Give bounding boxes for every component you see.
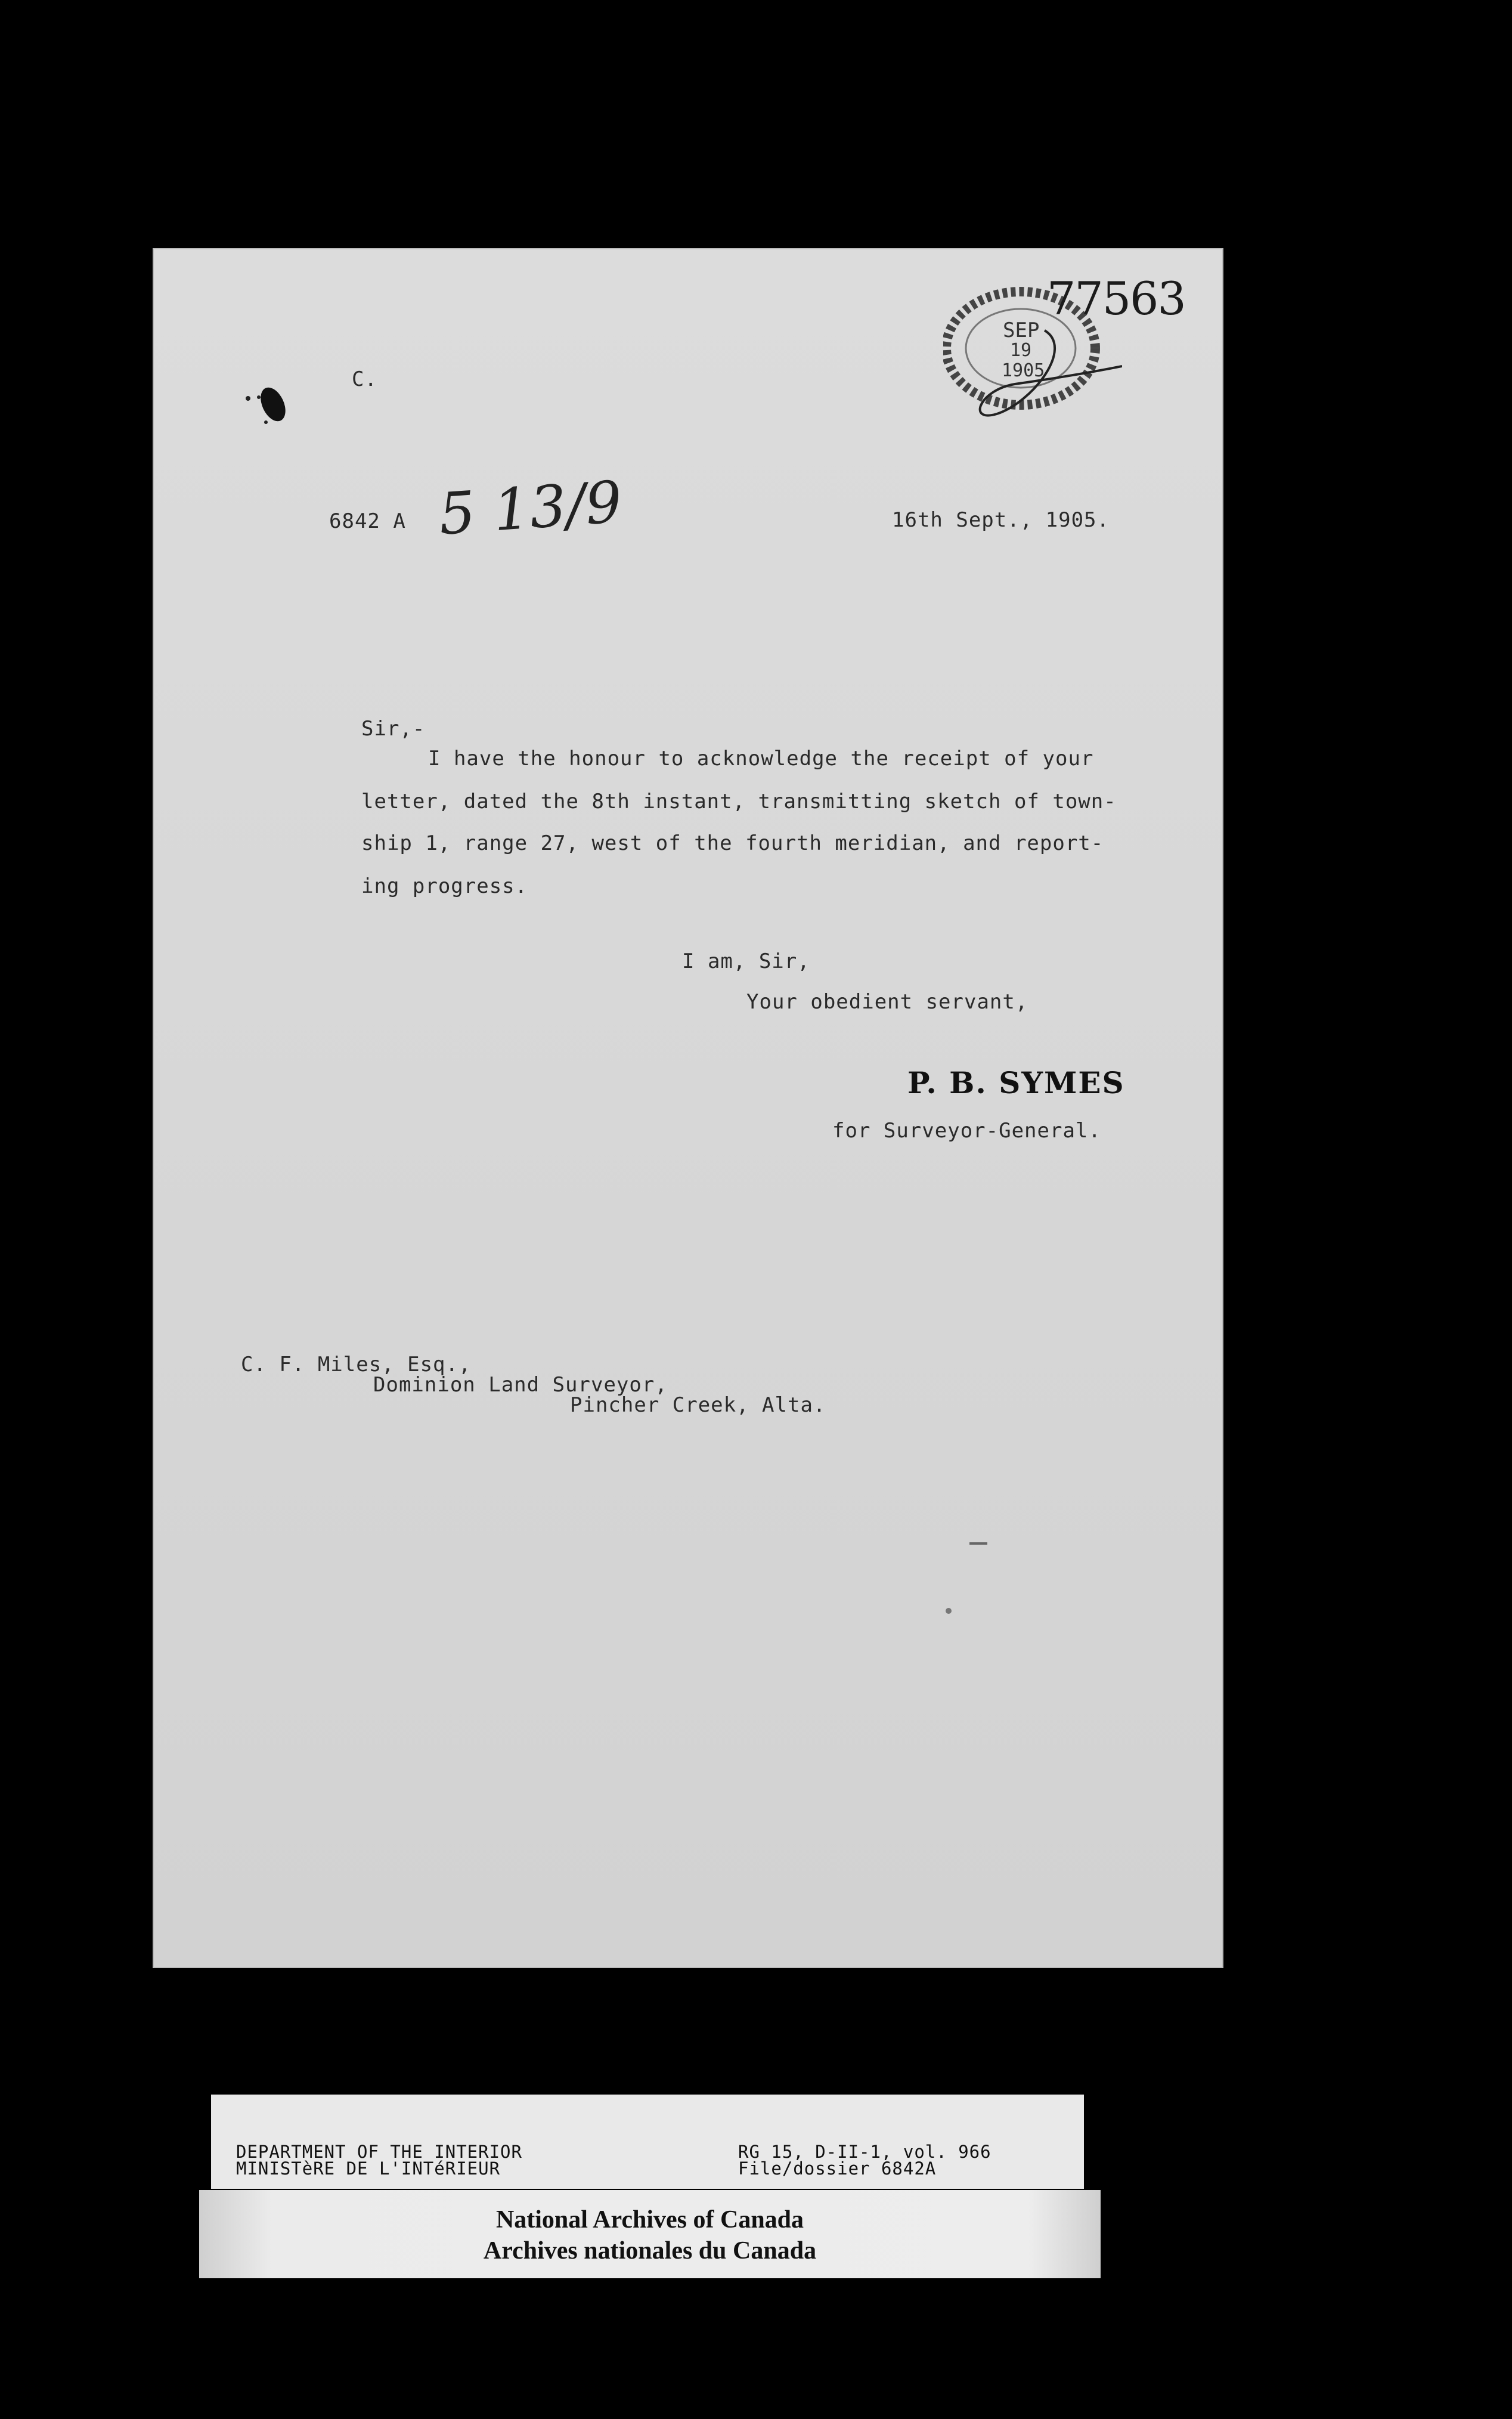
- department-english: DEPARTMENT OF THE INTERIOR: [236, 2142, 522, 2162]
- stamp-month: SEP: [1003, 318, 1040, 342]
- file-number: File/dossier 6842A: [738, 2158, 937, 2179]
- department-french: MINISTèRE DE L'INTéRIEUR: [236, 2158, 501, 2179]
- body-line: ing progress.: [361, 874, 528, 898]
- body-line: I have the honour to acknowledge the receipt of your: [428, 747, 1094, 771]
- speck: [946, 1608, 952, 1614]
- archive-name-label: [199, 2190, 1101, 2278]
- closing-line: I am, Sir,: [682, 949, 810, 973]
- stamp-number: 77563: [1047, 272, 1185, 325]
- corner-letter: C.: [352, 367, 377, 391]
- letter-date: 16th Sept., 1905.: [892, 508, 1110, 532]
- closing-line: Your obedient servant,: [746, 990, 1028, 1014]
- signature-title: for Surveyor-General.: [832, 1119, 1101, 1143]
- addressee-name: C. F. Miles, Esq.,: [241, 1353, 472, 1376]
- salutation: Sir,-: [361, 717, 426, 741]
- archive-name-french: Archives nationales du Canada: [483, 2237, 817, 2265]
- file-reference-handwritten: 5 13/9: [436, 468, 624, 548]
- addressee-title: Dominion Land Surveyor,: [373, 1373, 668, 1397]
- archive-name-english: National Archives of Canada: [495, 2206, 804, 2234]
- record-group: RG 15, D-II-1, vol. 966: [738, 2142, 992, 2162]
- file-reference: 6842 A: [329, 509, 406, 533]
- letter-page: [153, 248, 1223, 1968]
- signature: P. B. SYMES: [907, 1065, 1125, 1100]
- stamp-year: 1905: [1002, 360, 1045, 381]
- ink-blot: [230, 379, 296, 433]
- speck: [969, 1542, 987, 1545]
- archive-reference-label: [211, 2095, 1084, 2189]
- stamp-day: 19: [1010, 340, 1032, 361]
- body-line: ship 1, range 27, west of the fourth meridian, and report-: [361, 831, 1104, 855]
- body-line: letter, dated the 8th instant, transmitting sketch of town-: [361, 790, 1117, 813]
- addressee-location: Pincher Creek, Alta.: [570, 1393, 826, 1417]
